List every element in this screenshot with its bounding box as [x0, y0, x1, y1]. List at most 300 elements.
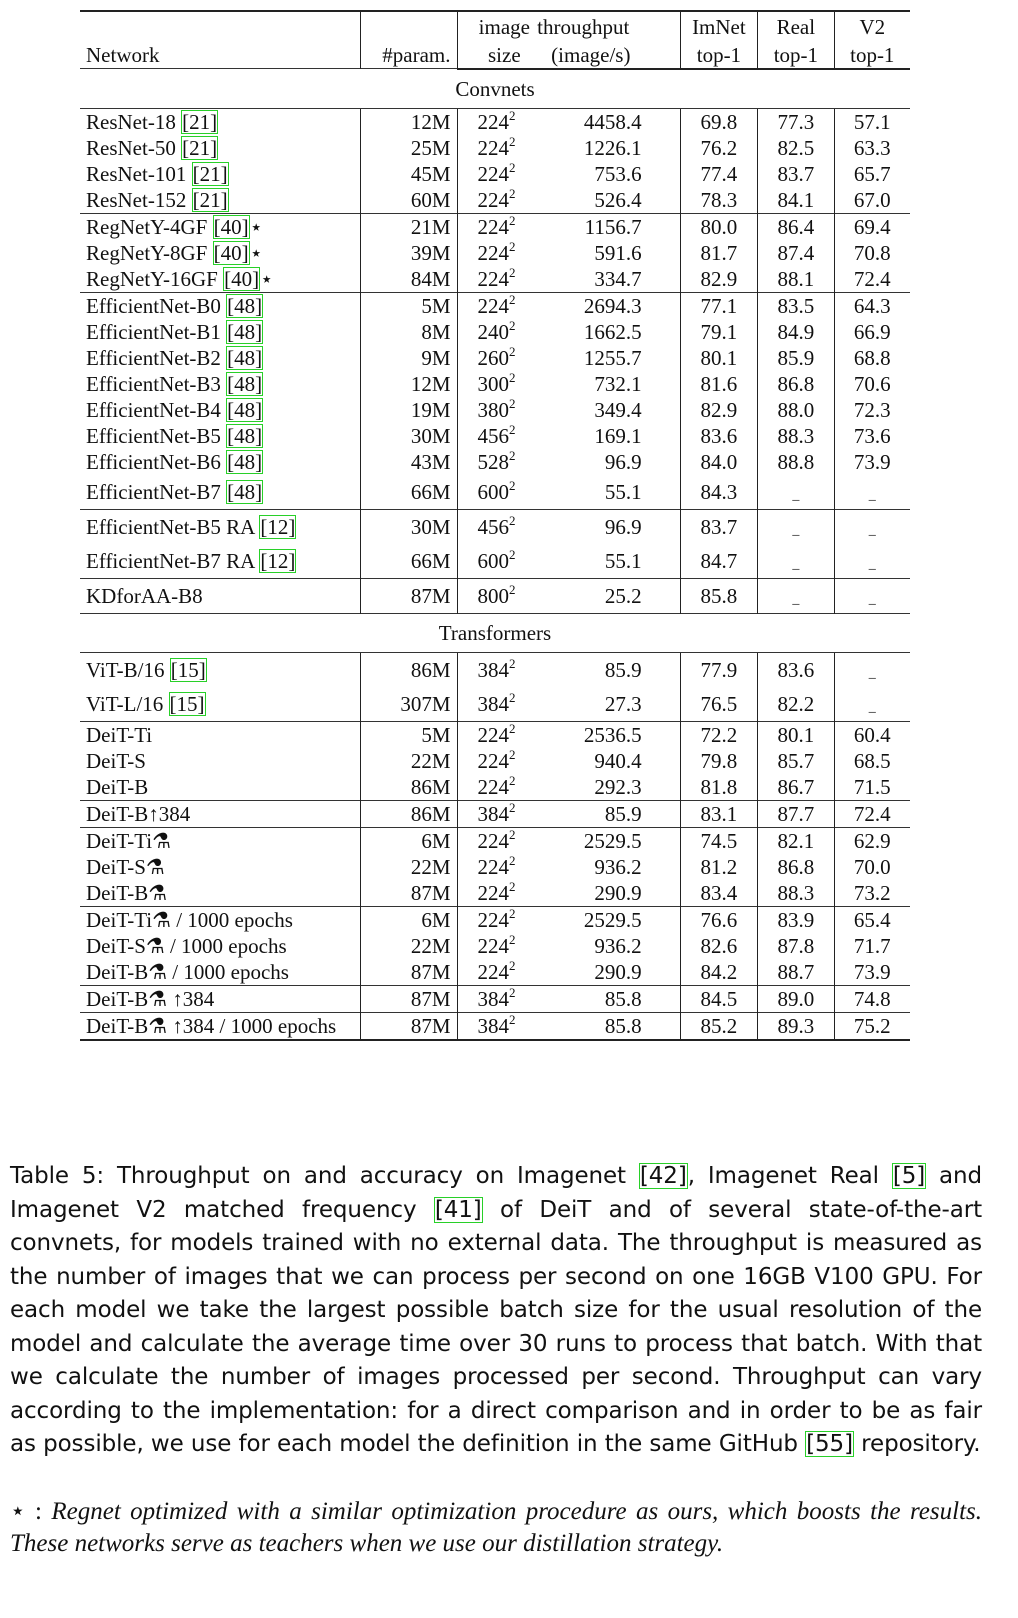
cell-throughput: 753.6 — [594, 161, 642, 186]
cell-image-size — [457, 292, 537, 319]
cell-params: 87M — [360, 578, 457, 613]
v2-value: 57.1 — [853, 109, 891, 134]
cell-real-top1 — [758, 292, 834, 319]
cell-throughput: 936.2 — [594, 854, 642, 879]
cell-imnet-top1 — [680, 475, 758, 510]
table-row — [80, 854, 910, 880]
cell-real-top1 — [758, 475, 834, 510]
table-caption — [10, 1160, 982, 1462]
imnet-value: 80.0 — [700, 214, 738, 239]
cell-params: 84M — [360, 266, 457, 293]
table-row — [80, 292, 910, 319]
size-exponent: 2 — [509, 212, 516, 228]
imnet-value: 76.5 — [700, 691, 738, 716]
citation-link[interactable]: [12] — [260, 514, 296, 539]
cell-real-top1 — [758, 449, 834, 475]
cell-v2-top1 — [834, 187, 910, 214]
cell-throughput: 2536.5 — [537, 721, 680, 748]
imnet-value: 77.9 — [700, 657, 738, 682]
size-exponent: 2 — [509, 852, 516, 868]
size-exponent: 2 — [509, 546, 516, 562]
table-row — [80, 687, 910, 722]
v2-value: 73.9 — [853, 449, 891, 474]
citation-link[interactable]: [21] — [182, 135, 218, 160]
citation-link[interactable]: [40] — [224, 266, 260, 291]
cell-throughput: 85.8 — [537, 1012, 680, 1040]
v2-value: 68.8 — [853, 345, 891, 370]
image-size-value: 456 — [477, 423, 509, 448]
imnet-value: 78.3 — [700, 187, 738, 212]
real-value: 89.0 — [777, 986, 815, 1011]
network-name: DeiT-B⚗ — [86, 880, 168, 905]
cell-params: 86M — [360, 774, 457, 801]
real-value: 88.8 — [777, 449, 815, 474]
citation-link[interactable]: [40] — [213, 214, 249, 239]
v2-value: 70.8 — [853, 240, 891, 265]
real-value: _ — [792, 556, 800, 572]
cell-v2-top1 — [834, 475, 910, 510]
imnet-value: 72.2 — [700, 722, 738, 747]
size-exponent: 2 — [509, 447, 516, 463]
imnet-value: 83.7 — [700, 514, 738, 539]
image-size-value: 800 — [477, 583, 509, 608]
network-name: RegNetY-8GF — [86, 240, 213, 265]
cell-image-size — [457, 774, 537, 801]
cell-network — [80, 108, 360, 135]
v2-value: 72.4 — [853, 801, 891, 826]
cell-throughput: 940.4 — [594, 748, 642, 773]
cell-throughput: 25.2 — [537, 578, 680, 613]
cell-throughput: 169.1 — [594, 423, 642, 448]
cell-image-size — [457, 187, 537, 214]
v2-value: 66.9 — [853, 319, 891, 344]
cell-image-size — [457, 397, 537, 423]
cell-network — [80, 292, 360, 319]
network-name: KDforAA-B8 — [86, 583, 203, 608]
section-title: Convnets — [80, 69, 910, 109]
cell-throughput: 27.3 — [604, 691, 642, 716]
network-name: DeiT-Ti⚗ / 1000 epochs — [86, 907, 293, 932]
header-v2: V2 — [834, 11, 910, 40]
table-row — [80, 906, 910, 933]
image-size-value: 224 — [477, 722, 509, 747]
size-exponent: 2 — [509, 421, 516, 437]
table-row — [80, 800, 910, 827]
v2-value: 70.0 — [853, 854, 891, 879]
cell-imnet-top1 — [680, 906, 758, 933]
real-value: 84.9 — [777, 319, 815, 344]
network-name: RegNetY-4GF — [86, 214, 213, 239]
cell-network — [80, 240, 360, 266]
cell-real-top1 — [758, 213, 834, 240]
v2-value: 65.7 — [853, 161, 891, 186]
table-row — [80, 652, 910, 687]
citation-link[interactable]: [48] — [227, 423, 263, 448]
imnet-value: 76.2 — [700, 135, 738, 160]
citation-link[interactable]: [48] — [227, 479, 263, 504]
cell-imnet-top1 — [680, 266, 758, 293]
v2-value: _ — [868, 699, 876, 715]
caption-text-3: and Imagenet V2 matched frequency — [10, 1163, 983, 1223]
network-name: EfficientNet-B7 RA — [86, 548, 260, 573]
cell-image-size — [457, 108, 537, 135]
cell-imnet-top1 — [680, 187, 758, 214]
network-name: ResNet-101 — [86, 161, 192, 186]
cell-throughput: 1156.7 — [537, 213, 680, 240]
size-exponent: 2 — [509, 395, 516, 411]
citation-link[interactable]: [48] — [227, 397, 263, 422]
teacher-star-icon: ⋆ — [249, 214, 263, 239]
caption-citation-imagenet[interactable]: [42] — [639, 1163, 687, 1189]
v2-value: 64.3 — [853, 293, 891, 318]
cell-network — [80, 827, 360, 854]
cell-params: 87M — [360, 1012, 457, 1040]
size-exponent: 2 — [509, 264, 516, 280]
real-value: _ — [792, 522, 800, 538]
cell-throughput: 1662.5 — [583, 319, 642, 344]
cell-v2-top1 — [834, 213, 910, 240]
cell-real-top1 — [758, 721, 834, 748]
imnet-value: 84.3 — [700, 479, 738, 504]
table-row — [80, 213, 910, 240]
real-value: 88.3 — [777, 880, 815, 905]
v2-value: 72.4 — [853, 266, 891, 291]
image-size-value: 224 — [477, 293, 509, 318]
cell-params: 6M — [360, 827, 457, 854]
cell-params: 39M — [360, 240, 457, 266]
cell-imnet-top1 — [680, 509, 758, 544]
table-row — [80, 135, 910, 161]
cell-network — [80, 371, 360, 397]
cell-imnet-top1 — [680, 827, 758, 854]
network-name: EfficientNet-B4 — [86, 397, 227, 422]
cell-imnet-top1 — [680, 423, 758, 449]
size-exponent: 2 — [509, 581, 516, 597]
cell-real-top1 — [758, 774, 834, 801]
v2-value: 71.7 — [853, 933, 891, 958]
network-name: DeiT-B⚗ ↑384 / 1000 epochs — [86, 1013, 337, 1038]
table-row — [80, 475, 910, 510]
header-real-top1: top-1 — [758, 40, 834, 69]
size-exponent: 2 — [509, 931, 516, 947]
image-size-value: 456 — [477, 514, 509, 539]
cell-image-size — [457, 266, 537, 293]
caption-citation-github[interactable]: [55] — [806, 1431, 853, 1457]
table-row — [80, 266, 910, 293]
cell-real-top1 — [758, 933, 834, 959]
size-exponent: 2 — [509, 107, 516, 123]
cell-params: 25M — [360, 135, 457, 161]
cell-real-top1 — [758, 319, 834, 345]
network-name: ResNet-18 — [86, 109, 182, 134]
cell-network — [80, 544, 360, 579]
caption-citation-v2[interactable]: [41] — [434, 1196, 482, 1223]
cell-throughput: 2694.3 — [537, 292, 680, 319]
image-size-value: 260 — [477, 345, 509, 370]
cell-v2-top1 — [834, 748, 910, 774]
cell-imnet-top1 — [680, 800, 758, 827]
network-name: EfficientNet-B5 — [86, 423, 227, 448]
real-value: 86.4 — [777, 214, 815, 239]
caption-citation-real[interactable]: [5] — [892, 1163, 926, 1189]
cell-real-top1 — [758, 161, 834, 187]
real-value: 88.3 — [777, 423, 815, 448]
table-row — [80, 721, 910, 748]
cell-params: 8M — [360, 319, 457, 345]
table-header-row-1 — [80, 11, 910, 40]
real-value: 88.7 — [777, 959, 815, 984]
cell-v2-top1 — [834, 345, 910, 371]
imnet-value: 85.2 — [700, 1013, 738, 1038]
cell-params: 87M — [360, 985, 457, 1012]
cell-imnet-top1 — [680, 1012, 758, 1040]
imnet-value: 80.1 — [700, 345, 738, 370]
network-name: ViT-B/16 — [86, 657, 170, 682]
cell-params: 60M — [360, 187, 457, 214]
real-value: 83.6 — [777, 657, 815, 682]
cell-throughput: 4458.4 — [537, 108, 680, 135]
cell-image-size — [457, 240, 537, 266]
image-size-value: 384 — [477, 1013, 509, 1038]
network-name: ViT-L/16 — [86, 691, 169, 716]
imnet-value: 83.1 — [700, 801, 738, 826]
real-value: 87.7 — [777, 801, 815, 826]
citation-link[interactable]: [21] — [182, 109, 218, 134]
cell-image-size — [457, 135, 537, 161]
table-row — [80, 449, 910, 475]
size-exponent: 2 — [509, 133, 516, 149]
caption-text-1: Table 5: Throughput on and accuracy on Imagenet — [10, 1163, 639, 1189]
imnet-value: 81.6 — [700, 371, 738, 396]
citation-link[interactable]: [21] — [192, 187, 228, 212]
v2-value: 73.9 — [853, 959, 891, 984]
citation-link[interactable]: [48] — [227, 319, 263, 344]
size-exponent: 2 — [509, 369, 516, 385]
network-name: DeiT-Ti⚗ — [86, 828, 171, 853]
cell-imnet-top1 — [680, 161, 758, 187]
cell-imnet-top1 — [680, 748, 758, 774]
cell-throughput: 292.3 — [594, 774, 642, 799]
cell-throughput: 290.9 — [594, 959, 642, 984]
cell-throughput: 591.6 — [594, 240, 642, 265]
imnet-value: 77.1 — [700, 293, 738, 318]
imnet-value: 81.8 — [700, 774, 738, 799]
header-params: #param. — [360, 11, 457, 69]
cell-params: 21M — [360, 213, 457, 240]
real-value: 77.3 — [777, 109, 815, 134]
section-header-row — [80, 69, 910, 109]
size-exponent: 2 — [509, 746, 516, 762]
cell-v2-top1 — [834, 985, 910, 1012]
header-network: Network — [80, 11, 360, 69]
cell-network — [80, 933, 360, 959]
results-table — [80, 10, 910, 1041]
network-name: DeiT-B⚗ / 1000 epochs — [86, 959, 289, 984]
cell-v2-top1 — [834, 161, 910, 187]
cell-imnet-top1 — [680, 854, 758, 880]
cell-throughput: 2529.5 — [537, 906, 680, 933]
size-exponent: 2 — [509, 1011, 516, 1027]
cell-params: 307M — [360, 687, 457, 722]
cell-throughput: 1255.7 — [583, 345, 642, 370]
size-exponent: 2 — [509, 512, 516, 528]
cell-real-top1 — [758, 578, 834, 613]
cell-throughput: 55.1 — [604, 548, 642, 573]
network-name: EfficientNet-B6 — [86, 449, 227, 474]
cell-real-top1 — [758, 985, 834, 1012]
real-value: 86.8 — [777, 854, 815, 879]
header-imnet: ImNet — [680, 11, 758, 40]
imnet-value: 83.6 — [700, 423, 738, 448]
caption-text-5: repository. — [853, 1431, 981, 1457]
cell-real-top1 — [758, 371, 834, 397]
network-name: EfficientNet-B5 RA — [86, 514, 260, 539]
imnet-value: 82.9 — [700, 397, 738, 422]
real-value: 86.7 — [777, 774, 815, 799]
size-exponent: 2 — [509, 826, 516, 842]
size-exponent: 2 — [509, 317, 516, 333]
cell-imnet-top1 — [680, 319, 758, 345]
cell-v2-top1 — [834, 135, 910, 161]
v2-value: _ — [868, 487, 876, 503]
cell-throughput: 290.9 — [594, 880, 642, 905]
cell-v2-top1 — [834, 319, 910, 345]
cell-params: 12M — [360, 108, 457, 135]
cell-v2-top1 — [834, 423, 910, 449]
network-name: ResNet-152 — [86, 187, 192, 212]
citation-link[interactable]: [15] — [169, 691, 205, 716]
cell-imnet-top1 — [680, 933, 758, 959]
table-row — [80, 827, 910, 854]
cell-imnet-top1 — [680, 985, 758, 1012]
image-size-value: 600 — [477, 548, 509, 573]
cell-real-top1 — [758, 687, 834, 722]
v2-value: 69.4 — [853, 214, 891, 239]
citation-link[interactable]: [21] — [192, 161, 228, 186]
image-size-value: 384 — [477, 691, 509, 716]
size-exponent: 2 — [509, 159, 516, 175]
cell-network — [80, 423, 360, 449]
cell-real-top1 — [758, 880, 834, 907]
cell-image-size — [457, 319, 537, 345]
citation-link[interactable]: [15] — [170, 657, 206, 682]
citation-link[interactable]: [48] — [227, 449, 263, 474]
v2-value: 60.4 — [853, 722, 891, 747]
real-value: 82.1 — [777, 828, 815, 853]
cell-real-top1 — [758, 800, 834, 827]
citation-link[interactable]: [48] — [227, 293, 263, 318]
footnote — [10, 1496, 982, 1560]
cell-imnet-top1 — [680, 544, 758, 579]
table-row — [80, 371, 910, 397]
image-size-value: 224 — [477, 907, 509, 932]
real-value: 83.7 — [777, 161, 815, 186]
cell-image-size — [457, 827, 537, 854]
cell-network — [80, 800, 360, 827]
cell-imnet-top1 — [680, 578, 758, 613]
citation-link[interactable]: [48] — [227, 371, 263, 396]
cell-network — [80, 266, 360, 293]
size-exponent: 2 — [509, 477, 516, 493]
cell-image-size — [457, 345, 537, 371]
image-size-value: 600 — [477, 479, 509, 504]
cell-throughput: 732.1 — [594, 371, 642, 396]
image-size-value: 384 — [477, 801, 509, 826]
cell-image-size — [457, 959, 537, 986]
cell-network — [80, 475, 360, 510]
network-name: EfficientNet-B0 — [86, 293, 227, 318]
size-exponent: 2 — [509, 957, 516, 973]
cell-v2-top1 — [834, 449, 910, 475]
image-size-value: 224 — [477, 933, 509, 958]
table-row — [80, 544, 910, 579]
cell-image-size — [457, 161, 537, 187]
cell-throughput: 96.9 — [604, 449, 642, 474]
v2-value: 62.9 — [853, 828, 891, 853]
cell-real-top1 — [758, 187, 834, 214]
image-size-value: 224 — [477, 109, 509, 134]
cell-image-size — [457, 509, 537, 544]
cell-image-size — [457, 544, 537, 579]
cell-real-top1 — [758, 240, 834, 266]
cell-real-top1 — [758, 1012, 834, 1040]
cell-real-top1 — [758, 544, 834, 579]
header-image: image — [457, 11, 537, 40]
image-size-value: 224 — [477, 828, 509, 853]
cell-network — [80, 449, 360, 475]
table-row — [80, 509, 910, 544]
cell-imnet-top1 — [680, 721, 758, 748]
cell-imnet-top1 — [680, 135, 758, 161]
cell-real-top1 — [758, 345, 834, 371]
network-name: RegNetY-16GF — [86, 266, 224, 291]
size-exponent: 2 — [509, 655, 516, 671]
cell-throughput: 96.9 — [537, 509, 680, 544]
cell-network — [80, 345, 360, 371]
size-exponent: 2 — [509, 343, 516, 359]
cell-imnet-top1 — [680, 397, 758, 423]
image-size-value: 384 — [477, 986, 509, 1011]
cell-v2-top1 — [834, 906, 910, 933]
imnet-value: 84.2 — [700, 959, 738, 984]
real-value: 89.3 — [777, 1013, 815, 1038]
network-name: DeiT-B⚗ ↑384 — [86, 986, 215, 1011]
imnet-value: 81.7 — [700, 240, 738, 265]
real-value: _ — [792, 487, 800, 503]
table-row — [80, 319, 910, 345]
network-name: DeiT-S — [86, 748, 146, 773]
image-size-value: 224 — [477, 266, 509, 291]
cell-imnet-top1 — [680, 652, 758, 687]
real-value: 87.4 — [777, 240, 815, 265]
header-v2-top1: top-1 — [834, 40, 910, 69]
image-size-value: 240 — [477, 319, 509, 344]
table-row — [80, 880, 910, 907]
image-size-value: 224 — [477, 135, 509, 160]
cell-params: 9M — [360, 345, 457, 371]
cell-imnet-top1 — [680, 449, 758, 475]
citation-link[interactable]: [40] — [213, 240, 249, 265]
citation-link[interactable]: [12] — [260, 548, 296, 573]
cell-imnet-top1 — [680, 108, 758, 135]
cell-network — [80, 985, 360, 1012]
image-size-value: 224 — [477, 774, 509, 799]
cell-params: 86M — [360, 800, 457, 827]
cell-network — [80, 397, 360, 423]
real-value: 88.1 — [777, 266, 815, 291]
v2-value: _ — [868, 591, 876, 607]
citation-link[interactable]: [48] — [227, 345, 263, 370]
